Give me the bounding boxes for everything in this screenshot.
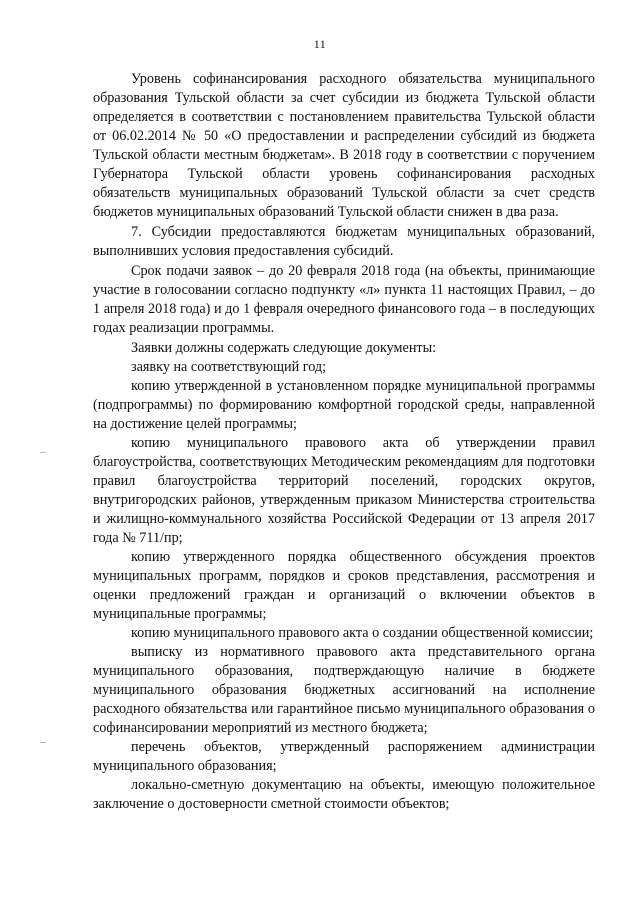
paragraph-document-application: заявку на соответствующий год; [131,359,327,375]
paragraph-document-commission: копию муниципального правового акта о создании общественной комиссии; [131,625,594,641]
margin-mark [40,452,46,453]
paragraph-documents-intro: Заявки должны содержать следующие документы: [131,340,437,356]
paragraph-cofinancing: Уровень софинансирования расходного обязательства муниципального образования Тульской области за счет субсидии из бюджета Тульской области определяется в соответствии с постановлением правительства Тульской области от 06.02.2014 № 50 «О предоставлении и распределении субсидий из бюджета Тульской области местным бюджетам». В 2018 году в соответствии с поручением Губернатора Тульской области уровень софинансирования расходных обязательств муниципальных образований Тульской области за счет средств бюджетов муниципальных образований Тульской области снижен в два раза. [93,71,595,220]
paragraph-document-object-list: перечень объектов, утвержденный распоряжением администрации муниципального образования; [93,739,595,774]
page-number: 11 [313,37,327,51]
margin-mark [40,742,46,743]
paragraph-document-program: копию утвержденной в установленном порядке муниципальной программы (подпрограммы) по формированию комфортной городской среды, направленной на достижение целей программы; [93,378,595,432]
paragraph-document-procedure: копию утвержденного порядка общественного обсуждения проектов муниципальных программ, порядков и сроков представления, рассмотрения и оценки предложений граждан и организаций о включении объектов в муниципальные программы; [93,549,595,622]
paragraph-deadline: Срок подачи заявок – до 20 февраля 2018 года (на объекты, принимающие участие в голосовании согласно подпункту «л» пункта 11 настоящих Правил, – до 1 апреля 2018 года) и до 1 февраля очередного финансового года – в последующих годах реализации программы. [93,263,595,336]
paragraph-item-7: 7. Субсидии предоставляются бюджетам муниципальных образований, выполнивших условия предоставления субсидий. [93,224,595,259]
document-body [93,70,595,814]
paragraph-document-estimates: локально-сметную документацию на объекты, имеющую положительное заключение о достоверности сметной стоимости объектов; [93,777,595,812]
paragraph-document-rules: копию муниципального правового акта об утверждении правил благоустройства, соответствующих Методическим рекомендациям для подготовки правил благоустройства территорий поселений, городских округов, внутригородских районов, утвержденным приказом Министерства строительства и жилищно-коммунального хозяйства Российской Федерации от 13 апреля 2017 года № 711/пр; [93,435,595,546]
paragraph-document-budget-extract: выписку из нормативного правового акта представительного органа муниципального образования, подтверждающую наличие в бюджете муниципального образования бюджетных ассигнований на исполнение расходного обязательства или гарантийное письмо муниципального образования о софинансировании мероприятий из местного бюджета; [93,644,595,736]
